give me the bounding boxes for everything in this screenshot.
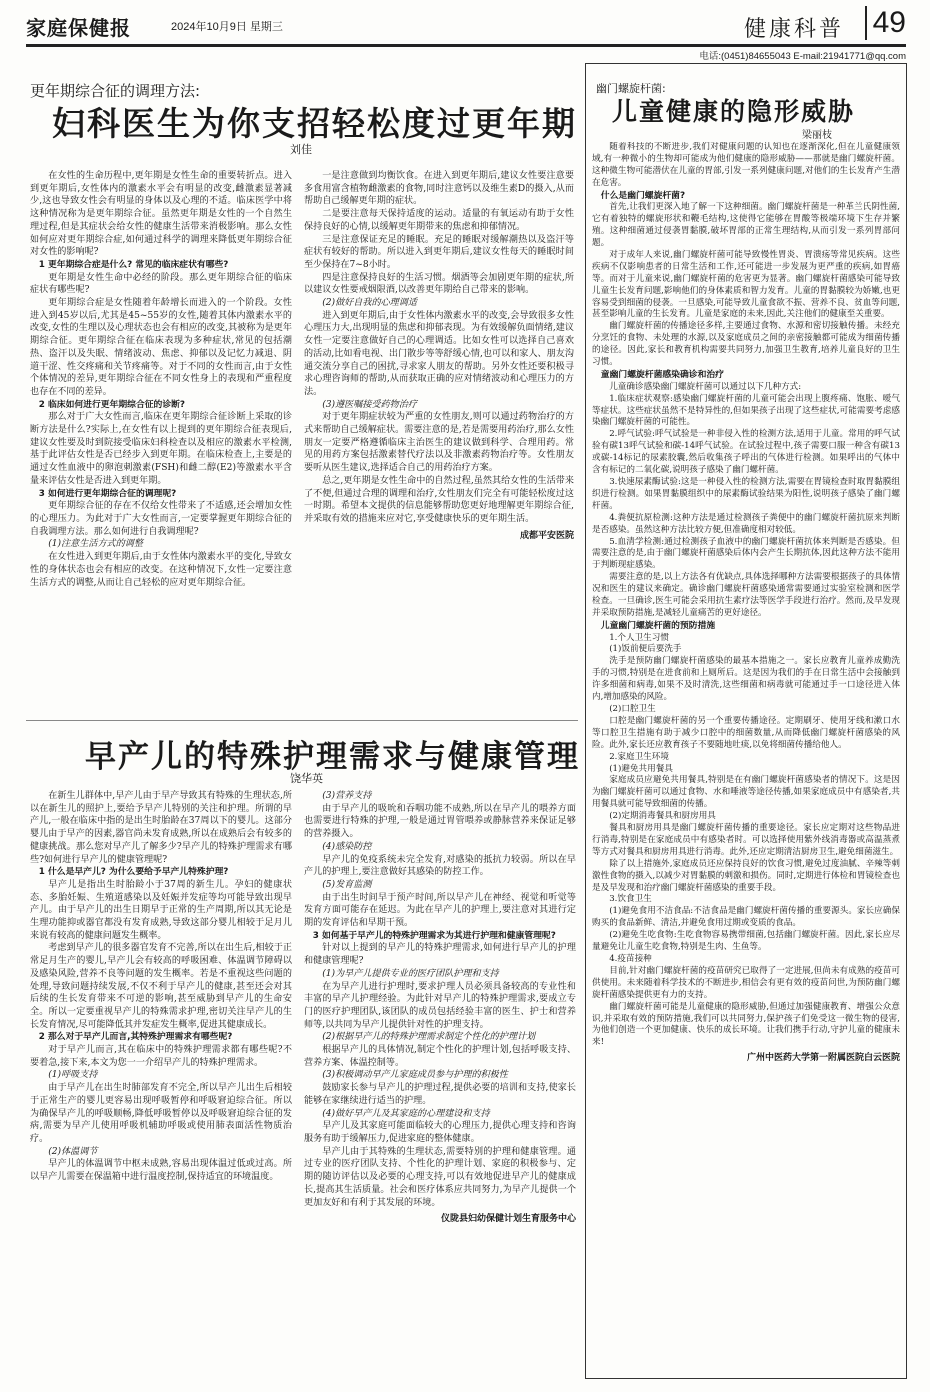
article3-title: 儿童健康的隐形威胁 xyxy=(612,97,856,126)
article3-kicker: 幽门螺旋杆菌: xyxy=(596,82,666,95)
page-number: 49 xyxy=(865,6,906,40)
paragraph: 在女性进入到更年期后,由于女性体内激素水平的变化,导致女性的身体状态也会有相应的改变。在这种情况下,女性一定要注意生活方式的调整,从而让自己轻松的应对更年期综合征。 xyxy=(30,552,292,588)
subheading: (5)发育监测 xyxy=(322,879,372,890)
paragraph: 幽门螺旋杆菌可能是儿童健康的隐形威胁,但通过加强健康教育、增强公众意识,并采取有效的预防措施,我们可以共同努力,保护孩子们免受这一微生物的侵害,为他们创造一个更加健康、快乐的成长环境。让我们携手行动,守护儿童的健康未来! xyxy=(592,1001,900,1048)
paragraph: 需要注意的是,以上方法各有优缺点,具体选择哪种方法需要根据孩子的具体情况和医生的建议来确定。确诊幽门螺旋杆菌感染通常需要通过实验室检测和医学检查。一旦确诊,医生可能会采用抗生素疗法等医学手段进行治疗。然而,及早发现并采取预防措施,是减轻儿童痛苦的更好途径。 xyxy=(592,572,900,618)
paragraph: 餐具和厨房用具是幽门螺旋杆菌传播的重要途径。家长应定期对这些物品进行消毒,特别是在家庭成员中有感染者时。可以选择使用紫外线消毒器或高温蒸煮等方式对餐具和厨房用具进行消毒。此外,还应定期清洁厨房卫生,避免细菌滋生。 xyxy=(592,823,900,857)
section-heading: 2 临床如何进行更年期综合征的诊断? xyxy=(38,399,186,410)
paragraph: 2.呼气试验:呼气试验是一种非侵入性的检测方法,适用于儿童。常用的呼气试验有碳13呼气试验和碳-14呼气试验。在试验过程中,孩子需要口服一种含有碳13或碳-14标记的尿素胶囊,然后收集孩子呼出的气体进行检测。如果呼出的气体中含有标记的二氧化碳,说明孩子感染了幽门螺杆菌。 xyxy=(592,429,900,476)
subheading: (3)遵医嘱接受药物治疗 xyxy=(322,399,417,410)
article3-author: 梁丽枝 xyxy=(802,130,832,141)
subheading: (1)呼吸支持 xyxy=(48,1070,98,1081)
paragraph: 早产儿由于其特殊的生理状态,需要特别的护理和健康管理。通过专业的医疗团队支持、个性化的护理计划、家庭的积极参与、定期的随访评估以及必要的心理支持,可以有效地促进早产儿的健康成长,提高其生活质量。社会和医疗体系应共同努力,为早产儿提供一个更加友好和有利于其发展的环境。 xyxy=(304,1146,576,1208)
paragraph: (1)饭前便后要洗手 xyxy=(609,644,682,655)
paragraph: 3.快速尿素酶试验:这是一种侵入性的检测方法,需要在胃镜检查时取胃黏膜组织进行检测。如果胃黏膜组织中的尿素酶试验结果为阳性,说明孩子感染了幽门螺杆菌。 xyxy=(592,476,900,511)
paragraph: 更年期是女性生命中必经的阶段。那么更年期综合征的临床症状有哪些呢? xyxy=(30,272,292,296)
subheading: (4)感染防控 xyxy=(322,841,372,852)
article1-title: 妇科医生为你支招轻松度过更年期 xyxy=(52,104,577,143)
paragraph: 总之,更年期是女性生命中的自然过程,虽然其给女性的生活带来了不便,但通过合理的调理和治疗,女性朋友们完全有可能轻松度过这一时期。希望本文提供的信息能够帮助您更好地理解更年期综合征,并采取有效的措施来应对它,享受健康快乐的更年期生活。 xyxy=(304,475,574,524)
paragraph: 2.家庭卫生环境 xyxy=(609,751,669,762)
subheading: (2)体温调节 xyxy=(48,1146,98,1157)
paragraph: (2)定期消毒餐具和厨房用具 xyxy=(609,811,716,822)
subheading: (2)根据早产儿的特殊护理需求制定个性化的护理计划 xyxy=(322,1032,536,1043)
subheading: (3)积极调动早产儿家庭成员参与护理的积极性 xyxy=(322,1070,508,1081)
paragraph: 考虑到早产儿的很多器官发育不完善,所以在出生后,相较于正常足月生产的婴儿,早产儿会有较高的呼吸困难、体温调节障碍以及感染风险,营养不良等问题的发生概率。若是不重视这些问题的处理,导致问题持续发展,不仅不利于早产儿的健康,甚至还会对其后续的生长发育带来不可逆的影响,甚至威胁到早产儿的生命安全。所以一定要重视早产儿的特殊需求护理,密切关注早产儿的生长发育情况,尽可能降低其并发症发生概率,促进其健康成长。 xyxy=(30,943,292,1030)
section-heading: 1 什么是早产儿? 为什么要给予早产儿特殊护理? xyxy=(38,867,229,878)
paragraph: 更年期综合症是女性随着年龄增长而进入的一个阶段。女性进入到45岁以后,尤其是45~55岁的女性,随着其体内激素水平的改变,女性的生理以及心理状态也会有相应的改变,其被称为是更年期综合征。更年期综合征在临床表现为多种症状,常见的包括潮热、盗汗以及失眠、情绪波动、焦虑、抑郁以及记忆力减退、阴道干涩、性交疼痛和关节疼痛等。对于不同的女性而言,由于女性个体情况的差异,更年期综合征在不同女性身上的表现和严重程度也存在不同的差异。 xyxy=(30,298,292,397)
paragraph: 1.临床症状观察:感染幽门螺旋杆菌的儿童可能会出现上腹疼痛、饱胀、嗳气等症状。这些症状虽然不是特异性的,但如果孩子出现了这些症状,可能需要考虑感染幽门螺旋杆菌的可能性。 xyxy=(592,393,900,428)
article1-column-1 xyxy=(30,170,292,720)
paragraph: 洗手是预防幽门螺旋杆菌感染的最基本措施之一。家长应教育儿童养成勤洗手的习惯,特别是在进食前和上厕所后。这是因为我们的手在日常生活中会接触到许多细菌和病毒,如果不及时清洗,这些细菌和病毒就可能通过手一口途径进入体内,增加感染的风险。 xyxy=(592,656,900,703)
author-affiliation: 成都平安医院 xyxy=(519,530,574,541)
article2-column-2 xyxy=(304,790,576,1382)
paragraph: 4.疫苗接种 xyxy=(609,954,652,965)
paragraph: 由于早产儿在出生时肺部发育不完全,所以早产儿出生后相较于正常生产的婴儿更容易出现呼吸暂停和呼吸窘迫综合征。所以为确保早产儿的呼吸顺畅,降低呼吸暂停以及呼吸窘迫综合征的发病,需要为早产儿使用呼吸机辅助呼吸或使用肺表面活性物质治疗。 xyxy=(30,1083,292,1144)
article2-author: 饶华英 xyxy=(290,772,323,785)
section-heading: 1 更年期综合症是什么? 常见的临床症状有哪些? xyxy=(38,259,229,270)
paragraph: 家庭成员应避免共用餐具,特别是在有幽门螺旋杆菌感染者的情况下。这是因为幽门螺旋杆菌可以通过食物、水和唾液等途径传播,如果家庭成员中有感染者,共用餐具就可能导致细菌的传播。 xyxy=(592,775,900,810)
paragraph: 鼓励家长参与早产儿的护理过程,提供必要的培训和支持,使家长能够在家继续进行适当的护理。 xyxy=(304,1083,576,1106)
paragraph: 3.饮食卫生 xyxy=(609,894,652,905)
masthead-rule xyxy=(26,44,906,47)
subheading: (4)做好早产儿及其家庭的心理建设和支持 xyxy=(322,1108,490,1119)
paragraph: 除了以上措施外,家庭成员还应保持良好的饮食习惯,避免过度油腻、辛辣等刺激性食物的摄入,以减少对胃黏膜的刺激和损伤。同时,定期进行体检和胃镜检查也是及早发现和治疗幽门螺旋杆菌感染的重要手段。 xyxy=(592,858,900,893)
paragraph: 三是注意保证充足的睡眠。充足的睡眠对缓解潮热以及盗汗等症状有较好的帮助。所以进入到更年期后,建议女性每天的睡眠时间至少保持在7~8小时。 xyxy=(304,234,574,270)
author-affiliation: 仪陇县妇幼保健计划生育服务中心 xyxy=(440,1214,576,1225)
section-heading: 童幽门螺旋杆菌感染确诊和治疗 xyxy=(600,370,724,381)
section-title: 健康科普 xyxy=(743,17,844,42)
paragraph: 儿童确诊感染幽门螺旋杆菌可以通过以下几种方式: xyxy=(609,381,802,392)
masthead xyxy=(26,8,906,48)
article1-column-2 xyxy=(304,170,574,710)
paragraph: 由于出生时间早于预产时间,所以早产儿在神经、视觉和听觉等发育方面可能存在延迟。为此在早产儿的护理上,要注意对其进行定期的发育评估和早期干预。 xyxy=(304,892,576,929)
article1-author: 刘佳 xyxy=(290,143,312,156)
paragraph: 一是注意做到均衡饮食。在进入到更年期后,建议女性要注意要多食用富含植物雌激素的食物,同时注意钙以及维生素D的摄入,从而帮助自己缓解更年期的症状。 xyxy=(304,171,574,207)
paragraph: 进入到更年期后,由于女性体内激素水平的改变,会导致很多女性心理压力大,出现明显的焦虑和抑郁表现。为有效缓解负面情绪,建议女性一定要注意做好自己的心理调适。比如女性可以选择自己喜欢的活动,比如看电视、出门散步等等舒缓心情,也可以和家人、朋友沟通交流分享自己的困扰,寻求家人朋友的帮助。另外女性还要积极寻求心理咨询师的帮助,从而获取正确的应对情绪波动和心理压力的方法。 xyxy=(304,310,574,397)
paragraph: 那么对于广大女性而言,临床在更年期综合征诊断上采取的诊断方法是什么?实际上,在女性有以上提到的更年期综合征表现后,建议女性要及时到院接受临床妇科检查以及相应的激素水平检测,基于此评估女性是否已经步入到更年期。在临床检查上,主要是的通过女性血液中的卵泡刺激素(FSH)和雌二醇(E2)等激素水平含量来评估女性是否进入到更年期。 xyxy=(30,412,292,486)
subheading: (2)做好自我的心理调适 xyxy=(322,298,417,309)
paragraph: 口腔是幽门螺旋杆菌的另一个重要传播途径。定期刷牙、使用牙线和漱口水等口腔卫生措施有助于减少口腔中的细菌数量,从而降低幽门螺旋杆菌感染的风险。此外,家长还应教育孩子不要随地吐痰,以免将细菌传播给他人。 xyxy=(592,715,900,750)
paragraph: 目前,针对幽门螺旋杆菌的疫苗研究已取得了一定进展,但尚未有成熟的疫苗可供使用。未来随着科学技术的不断进步,相信会有更有效的疫苗问世,为预防幽门螺旋杆菌感染提供更有力的支持。 xyxy=(592,965,900,1000)
section-heading: 什么是幽门螺旋杆菌? xyxy=(600,190,686,201)
paragraph: 1.个人卫生习惯 xyxy=(609,632,669,643)
paragraph: 早产儿及其家庭可能面临较大的心理压力,提供心理支持和咨询服务有助于缓解压力,促进家庭的整体健康。 xyxy=(304,1121,576,1144)
author-affiliation: 广州中医药大学第一附属医院白云医院 xyxy=(746,1053,900,1064)
newspaper-name: 家庭保健报 xyxy=(26,16,131,40)
section-heading: 2 那么对于早产儿而言,其特殊护理需求有哪些呢? xyxy=(38,1032,233,1043)
article2-title: 早产儿的特殊护理需求与健康管理 xyxy=(85,739,580,775)
subheading: (1)为早产儿提供专业的医疗团队护理和支持 xyxy=(322,968,499,979)
paragraph: (1)避免食用不洁食品:不洁食品是幽门螺旋杆菌传播的重要源头。家长应确保购买的食品新鲜、清洁,并避免食用过期或变质的食品。 xyxy=(592,906,900,929)
paragraph: 由于早产儿的吸吮和吞咽功能不成熟,所以在早产儿的喂养方面也需要进行特殊的护理,一般是通过胃管喂养或静脉营养来保证足够的营养摄入。 xyxy=(304,803,576,840)
paragraph: 4.粪便抗原检测:这种方法是通过检测孩子粪便中的幽门螺旋杆菌抗原来判断是否感染。虽然这种方法比较方便,但准确度相对较低。 xyxy=(592,512,900,535)
paragraph: 二是要注意每天保持适度的运动。适量的有氧运动有助于女性保持良好的心情,以缓解更年期带来的焦虑和抑郁情况。 xyxy=(304,209,574,232)
paragraph: 四是注意保持良好的生活习惯。烟酒等会加剧更年期的症状,所以建议女性要戒烟限酒,以改善更年期给自己带来的影响。 xyxy=(304,272,574,296)
subheading: (3)营养支持 xyxy=(322,791,372,801)
paragraph: 早产儿的体温调节中枢未成熟,容易出现体温过低或过高。所以早产儿需要在保温箱中进行温度控制,保持适宜的环境温度。 xyxy=(30,1159,292,1183)
section-heading: 3 如何基于早产儿的特殊护理需求为其进行护理和健康管理呢? xyxy=(312,930,556,941)
paragraph: 早产儿是指出生时胎龄小于37周的新生儿。孕妇的健康状态、多胎妊娠、生殖道感染以及妊娠并发症等均可能导致出现早产儿。由于早产儿的出生日期早于正常的生产周期,所以其无论是生理功能抑或器官都没有发育成熟,导致这部分婴儿相较于足月儿来说有较高的健康问题发生概率。 xyxy=(30,879,292,941)
paragraph: 对于早产儿而言,其在临床中的特殊护理需求都有哪些呢?不要着急,接下来,本文为您一一介绍早产儿的特殊护理需求。 xyxy=(30,1045,292,1068)
paragraph: 在女性的生命历程中,更年期是女性生命的重要转折点。进入到更年期后,女性体内的激素水平会有明显的改变,雌激素显著减少,这也导致女性会有明显的身体以及心理的不适。临床医学中将这种情况称为是更年期综合征。虽然更年期是女性的一个自然生理过程,但是其症状会给女性的健康生活带来消极影响。那么女性如何应对更年期综合症,如何通过科学的调理来降低更年期综合征对女性的影响呢? xyxy=(30,171,292,258)
paragraph: 首先,让我们更深入地了解一下这种细菌。幽门螺旋杆菌是一种革兰氏阴性菌,它有着独特的螺旋形状和鞭毛结构,这使得它能够在胃酸等极端环境下生存并繁殖。这种细菌通过侵袭胃黏膜,破坏胃部的正常生理结构,从而引发一系列胃部问题。 xyxy=(592,202,900,249)
paragraph: 对于成年人来说,幽门螺旋杆菌可能导致慢性胃炎、胃溃疡等常见疾病。这些疾病不仅影响患者的日常生活和工作,还可能进一步发展为更严重的疾病,如胃癌等。而对于儿童来说,幽门螺旋杆菌的危害更为显著。幽门螺旋杆菌感染可能导致儿童生长发育问题,影响他们的身体素质和智力发育。儿童的胃黏膜较为娇嫩,也更容易受到细菌的侵袭。一旦感染,可能导致儿童食欲不振、营养不良、贫血等问题,甚至影响儿童的生长发育。儿童是家庭的未来,因此,关注他们的健康至关重要。 xyxy=(592,249,900,320)
article2-column-1 xyxy=(30,790,292,1382)
issue-date: 2024年10月9日 星期三 xyxy=(171,21,283,33)
paragraph: 5.血清学检测:通过检测孩子血液中的幽门螺旋杆菌抗体来判断是否感染。但需要注意的是,由于幽门螺旋杆菌感染后体内会产生长期抗体,因此这种方法不能用于判断现症感染。 xyxy=(592,536,900,571)
article3-column xyxy=(592,142,900,1374)
paragraph: 随着科技的不断进步,我们对健康问题的认知也在逐渐深化,但在儿童健康领域,有一种微小的生物却可能成为他们健康的隐形威胁——那就是幽门螺旋杆菌。这种微生物可能潜伏在儿童的胃部,引发一系列健康问题,对他们的生长发育产生潜在危害。 xyxy=(592,142,900,188)
paragraph: 更年期综合征的存在不仅给女性带来了不适感,还会增加女性的心理压力。为此对于广大女性而言,一定要掌握更年期综合征的自我调理方法。那么如何进行自我调理呢? xyxy=(30,501,292,537)
subheading: (1)注意生活方式的调整 xyxy=(48,539,143,550)
paragraph: (2)口腔卫生 xyxy=(609,703,656,714)
contact-line: 电话:(0451)84655043 E-mail:21941771@qq.com xyxy=(699,51,906,62)
paragraph: (1)避免共用餐具 xyxy=(609,763,673,774)
paragraph: 根据早产儿的具体情况,制定个性化的护理计划,包括呼吸支持、营养方案、体温控制等。 xyxy=(304,1045,576,1068)
paragraph: 针对以上提到的早产儿的特殊护理需求,如何进行早产儿的护理和健康管理呢? xyxy=(304,943,576,967)
paragraph: (2)避免生吃食物:生吃食物容易携带细菌,包括幽门螺旋杆菌。因此,家长应尽量避免让儿童生吃食物,特别是生肉、生鱼等。 xyxy=(592,930,900,953)
paragraph: 对于更年期症状较为严重的女性朋友,则可以通过药物治疗的方式来帮助自己缓解症状。需要注意的是,若是需要用药治疗,那么女性朋友一定要严格遵循临床主治医生的建议做到科学、合理用药。常见的用药方案包括激素替代疗法以及非激素药物治疗等。女性朋友要听从医生建议,选择适合自己的用药治疗方案。 xyxy=(304,412,574,474)
paragraph: 在为早产儿进行护理时,要求护理人员必须具备较高的专业性和丰富的早产儿护理经验。为此针对早产儿的特殊护理需求,要成立专门的医疗护理团队,该团队的成员包括经验丰富的医生、护士和营养师等,以共同为早产儿提供针对性的护理支持。 xyxy=(304,981,576,1030)
section-heading: 儿童幽门螺旋杆菌的预防措施 xyxy=(600,620,716,631)
article1-kicker: 更年期综合征的调理方法: xyxy=(30,82,201,100)
paragraph: 幽门螺旋杆菌的传播途径多样,主要通过食物、水源和密切接触传播。未经充分烹饪的食物、未处理的水源,以及家庭成员之间的亲密接触都可能成为细菌传播的途径。因此,家长和教育机构需要共同努力,加强卫生教育,培养儿童良好的卫生习惯。 xyxy=(592,321,900,368)
section-heading: 3 如何进行更年期综合征的调理呢? xyxy=(38,488,177,499)
paragraph: 早产儿的免疫系统未完全发育,对感染的抵抗力较弱。所以在早产儿的护理上,要注意做好其感染的防控工作。 xyxy=(304,854,576,878)
paragraph: 在新生儿群体中,早产儿由于早产导致其有特殊的生理状态,所以在新生儿的照护上,要给予早产儿特别的关注和护理。所谓的早产儿,一般在临床中指的是出生时胎龄在37周以下的婴儿。这部分婴儿由于早产的因素,器官尚未发育成熟,所以在成熟后会有较多的健康挑战。那么您对早产儿了解多少?早产儿的特殊护理需求有哪些?如何进行早产儿的健康管理呢? xyxy=(30,791,292,865)
